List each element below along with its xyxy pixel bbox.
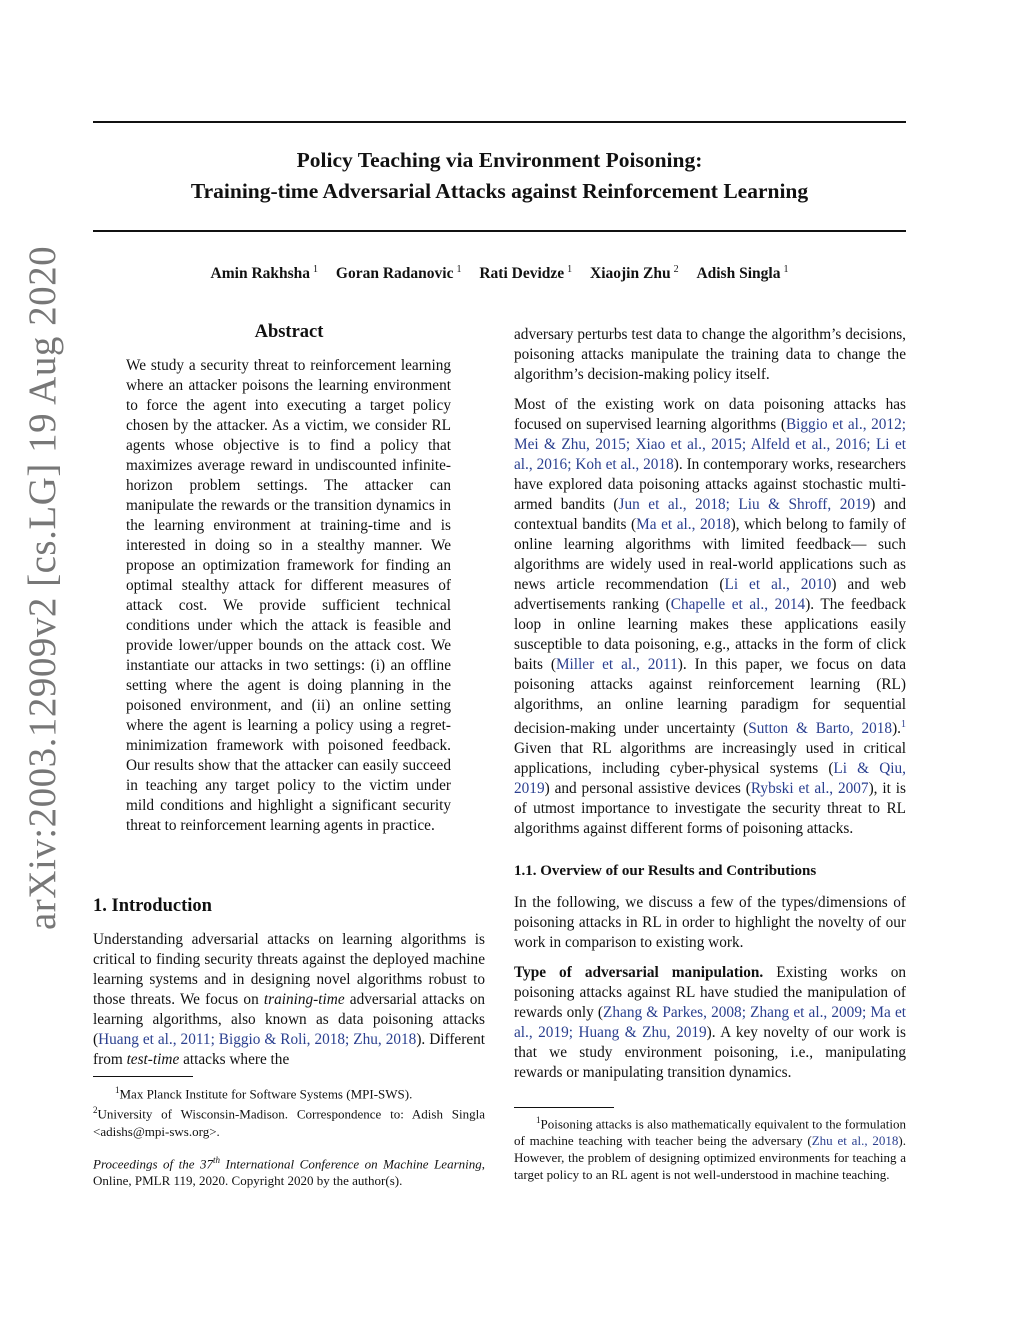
- author: Xiaojin Zhu $^2$: [590, 264, 679, 283]
- citation-link[interactable]: Zhang & Parkes, 2008; Zhang et al., 2009; Ma et al., 2019; Huang & Zhu, 2019: [514, 1004, 906, 1042]
- citation-link[interactable]: Rybski et al., 2007: [750, 780, 869, 798]
- citation-link[interactable]: Li et al., 2010: [724, 576, 832, 593]
- footnote-marker[interactable]: 1: [901, 719, 906, 730]
- section-heading-introduction: 1. Introduction: [93, 896, 212, 916]
- citation-link[interactable]: Huang et al., 2011; Biggio & Roli, 2018; Zhu, 2018: [98, 1031, 417, 1048]
- title-line-1: Policy Teaching via Environment Poisoning:: [296, 148, 703, 172]
- footnote-rule: [93, 1076, 193, 1077]
- paragraph-label: Type of adversarial manipulation.: [514, 964, 764, 982]
- author: Rati Devidze $^1$: [479, 264, 573, 283]
- citation-link[interactable]: Sutton & Barto, 2018: [748, 720, 893, 738]
- citation-link[interactable]: Biggio et al., 2012; Mei & Zhu, 2015; Xiao et al., 2015; Alfeld et al., 2016; Li et al., 2016; Koh et al., 2018: [514, 416, 906, 473]
- author: Adish Singla $^1$: [696, 264, 789, 283]
- title-top-rule: [93, 121, 906, 123]
- footnote-rule: [514, 1107, 614, 1108]
- citation-link[interactable]: Li & Qiu, 2019: [514, 760, 906, 798]
- subsection-heading: 1.1. Overview of our Results and Contributions: [514, 863, 817, 880]
- title-bottom-rule: [93, 230, 906, 232]
- author: Amin Rakhsha $^1$: [210, 264, 319, 283]
- abstract-body: We study a security threat to reinforcement learning where an attacker poisons the learning environment to force the agent into executing a target policy chosen by the attacker. As a victim, we consider RL agents whose objective is to find a policy that maximizes average reward in undiscounted infinite-horizon problem settings. The attacker can manipulate the rewards or the transition dynamics in the learning environment at training-time and is interested in doing so in a stealthy manner. We propose an optimization framework for finding an optimal stealthy attack for different measures of attack cost. We provide sufficient technical conditions under which the attack is feasible and provide lower/upper bounds on the attack cost. We instantiate our attacks in two settings: (i) an offline setting where the agent is doing planning in the poisoned environment, and (ii) an online setting where the agent is learning a policy using a regret-minimization framework with poisoned feedback. Our results show that the attacker can easily succeed in teaching any target policy to the victim under mild conditions and highlight a significant security threat to reinforcement learning agents in practice.: [126, 357, 451, 834]
- paper-title: [93, 145, 906, 207]
- citation-link[interactable]: Ma et al., 2018: [636, 516, 731, 533]
- author: Goran Radanovic $^1$: [335, 264, 462, 283]
- abstract-heading: Abstract: [254, 322, 324, 342]
- citation-link[interactable]: Miller et al., 2011: [555, 656, 678, 673]
- author-list: [93, 264, 906, 283]
- citation-link[interactable]: Jun et al., 2018; Liu & Shroff, 2019: [618, 496, 871, 513]
- citation-link[interactable]: Chapelle et al., 2014: [670, 596, 806, 613]
- introduction-body: Understanding adversarial attacks on learning algorithms is critical to finding security threats against the deployed machine learning systems and in designing novel algorithms robust to those threats. We focus on training-time adversarial attacks on learning algorithms, also known as data poisoning attacks (Huang et al., 2011; Biggio & Roli, 2018; Zhu, 2018). Different from test-time attacks where the: [93, 931, 486, 1068]
- footnote-1: $^1$Poisoning attacks is also mathematically equivalent to the formulation of machine teaching with teacher being the adversary (Zhu et al., 2018). However, the problem of designing optimized environments for teaching a target policy to an RL agent is not well-understood in machine teaching.: [514, 1115, 906, 1183]
- arxiv-stamp: arXiv:2003.12909v2 [cs.LG] 19 Aug 2020: [21, 245, 64, 930]
- citation-link[interactable]: Zhu et al., 2018: [811, 1133, 899, 1149]
- right-column-body: adversary perturbs test data to change the algorithm’s decisions, poisoning attacks manipulate the training data to change the algorithm’s decision-making policy itself. Most of the existing work on data poisoning attacks has focused on supervised learning algorithms (Biggio et al., 2012; Mei & Zhu, 2015; Xiao et al., 2015; Alfeld et al., 2016; Li et al., 2016; Koh et al., 2018). In contemporary works, researchers have explored data poisoning attacks against stochastic multi-armed bandits (Jun et al., 2018; Liu & Shroff, 2019) and contextual bandits (Ma et al., 2018), which belong to family of online learning algorithms with limited feedback— such algorithms are widely used in real-world applications such as news article recommendation (Li et al., 2010) and web advertisements ranking (Chapelle et al., 2014). The feedback loop in online learning makes these applications easily susceptible to data poisoning, e.g., attacks in the form of click baits (Miller et al., 2011). In this paper, we focus on data poisoning attacks against reinforcement learning (RL) algorithms, an online learning paradigm for sequential decision-making under uncertainty (Sutton & Barto, 2018).$^1$ Given that RL algorithms are increasingly used in critical applications, including cyber-physical systems (Li & Qiu, 2019) and personal assistive devices (Rybski et al., 2007), it is of utmost importance to investigate the security threat to RL algorithms against different forms of poisoning attacks. 1.1. Overview of our Results and Contributions In the following, we discuss a few of the types/dimensions of poisoning attacks in RL in order to highlight the novelty of our work in comparison to existing work. Type of adversarial manipulation. Existing works on poisoning attacks against RL have studied the manipulation of rewards only (Zhang & Parkes, 2008; Zhang et al., 2009; Ma et al., 2019; Huang & Zhu, 2019). A key novelty of our work is that we study environment poisoning, i.e., manipulating rewards or manipulating transition dynamics.: [514, 326, 907, 1082]
- affiliation-footnotes: $^1$Max Planck Institute for Software Systems (MPI-SWS). $^2$University of Wisconsin-Madison. Correspondence to: Adish Singla <adishs@mpi-sws.org>. Proceedings of the 37th International Conference on Machine Learning, Online, PMLR 119, 2020. Copyright 2020 by the author(s).: [93, 1085, 485, 1188]
- title-line-2: Training-time Adversarial Attacks against Reinforcement Learning: [190, 179, 809, 203]
